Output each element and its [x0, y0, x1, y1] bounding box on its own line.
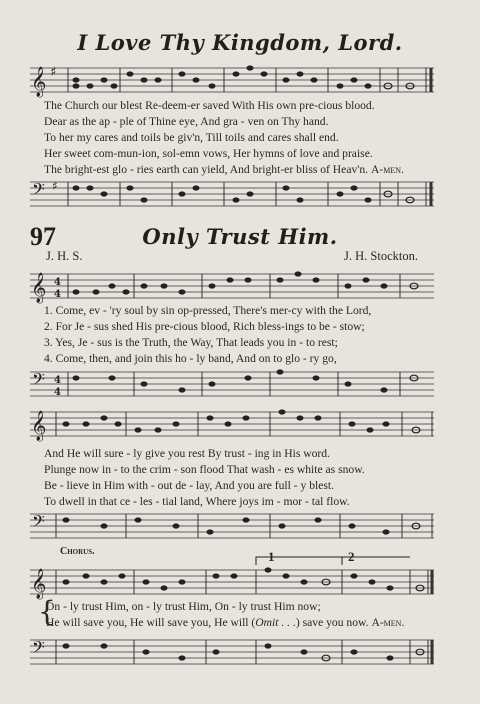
svg-text:𝄢: 𝄢: [32, 179, 45, 203]
chorus-line-2-start: He will save you, He will save you, He will (: [46, 616, 256, 629]
chorus-line-2: [46, 615, 446, 631]
svg-text:𝄢: 𝄢: [32, 511, 45, 535]
hymn2-number: 97: [30, 222, 56, 251]
svg-text:𝄞: 𝄞: [31, 569, 47, 599]
chorus-treble-staff: [30, 562, 434, 602]
volta-2-label: 2: [348, 549, 355, 564]
hymn2-amen: A-men.: [371, 616, 405, 629]
hymn2-system1-bass-staff: [30, 364, 434, 404]
svg-text:4: 4: [54, 387, 61, 398]
volta-1-label: 1: [268, 549, 275, 564]
hymn2-verse2-part2: Plunge now in - to the crim - son flood That wash - es white as snow.: [44, 463, 365, 476]
svg-text:𝄞: 𝄞: [31, 67, 47, 97]
chorus-line-2-end: ) save you now.: [295, 616, 369, 629]
hymn1-title: I Love Thy Kingdom, Lord.: [77, 30, 403, 55]
hymn1-treble-staff: [30, 60, 434, 100]
chorus-omit: Omit . . .: [255, 616, 296, 629]
hymn1-verse-3: To her my cares and toils be giv'n, Till toils and cares shall end.: [44, 131, 339, 144]
hymn2-verse1-part1: 1. Come, ev - 'ry soul by sin op-pressed, There's mer-cy with the Lord,: [44, 304, 372, 317]
hymn2-verse4-part1: 4. Come, then, and join this ho - ly band, And on to glo - ry go,: [44, 352, 337, 365]
hymn2-system2-treble-staff: [30, 404, 434, 444]
hymn2-title: Only Trust Him.: [142, 224, 338, 249]
hymn2-verse2-part1: 2. For Je - sus shed His pre-cious blood, Rich bless-ings to be - stow;: [44, 320, 365, 333]
svg-text:4: 4: [54, 277, 61, 288]
svg-text:𝄢: 𝄢: [32, 369, 45, 393]
chorus-bass-staff: [30, 632, 434, 672]
svg-text:𝄞: 𝄞: [31, 411, 47, 441]
chorus-line-1: On - ly trust Him, on - ly trust Him, On - ly trust Him now;: [46, 600, 321, 613]
svg-text:4: 4: [54, 375, 61, 386]
chorus-brace: {: [38, 595, 56, 628]
hymn1-verse-4: Her sweet com-mun-ion, sol-emn vows, Her hymns of love and praise.: [44, 147, 373, 160]
hymn1-verse-1: The Church our blest Re-deem-er saved With His own pre-cious blood.: [44, 99, 375, 112]
svg-text:𝄞: 𝄞: [31, 273, 47, 303]
hymn2-composer: J. H. Stockton.: [344, 249, 418, 263]
svg-text:𝄢: 𝄢: [32, 637, 45, 661]
hymn2-verse3-part2: Be - lieve in Him with - out de - lay, And you are full - y blest.: [44, 479, 334, 492]
hymn1-verse-5-text: The bright-est glo - ries earth can yield, And bright-er bliss of Heav'n.: [44, 163, 369, 176]
hymn2-author: J. H. S.: [46, 249, 83, 263]
hymn1-verse-2: Dear as the ap - ple of Thine eye, And gra - ven on Thy hand.: [44, 115, 329, 128]
chorus-label: Chorus.: [60, 546, 95, 557]
svg-text:♯: ♯: [52, 179, 58, 193]
hymn1-amen: A-men.: [370, 163, 404, 176]
hymn2-system1-treble-staff: [30, 266, 434, 306]
hymn2-verse3-part1: 3. Yes, Je - sus is the Truth, the Way, That leads you in - to rest;: [44, 336, 338, 349]
svg-text:4: 4: [54, 289, 61, 300]
hymn2-verse4-part2: To dwell in that ce - les - tial land, Where joys im - mor - tal flow.: [44, 495, 350, 508]
svg-text:♯: ♯: [50, 65, 57, 80]
hymn1-bass-staff: [30, 174, 434, 214]
hymn2-system2-bass-staff: [30, 506, 434, 546]
hymn2-verse1-part2: And He will sure - ly give you rest By trust - ing in His word.: [44, 447, 330, 460]
